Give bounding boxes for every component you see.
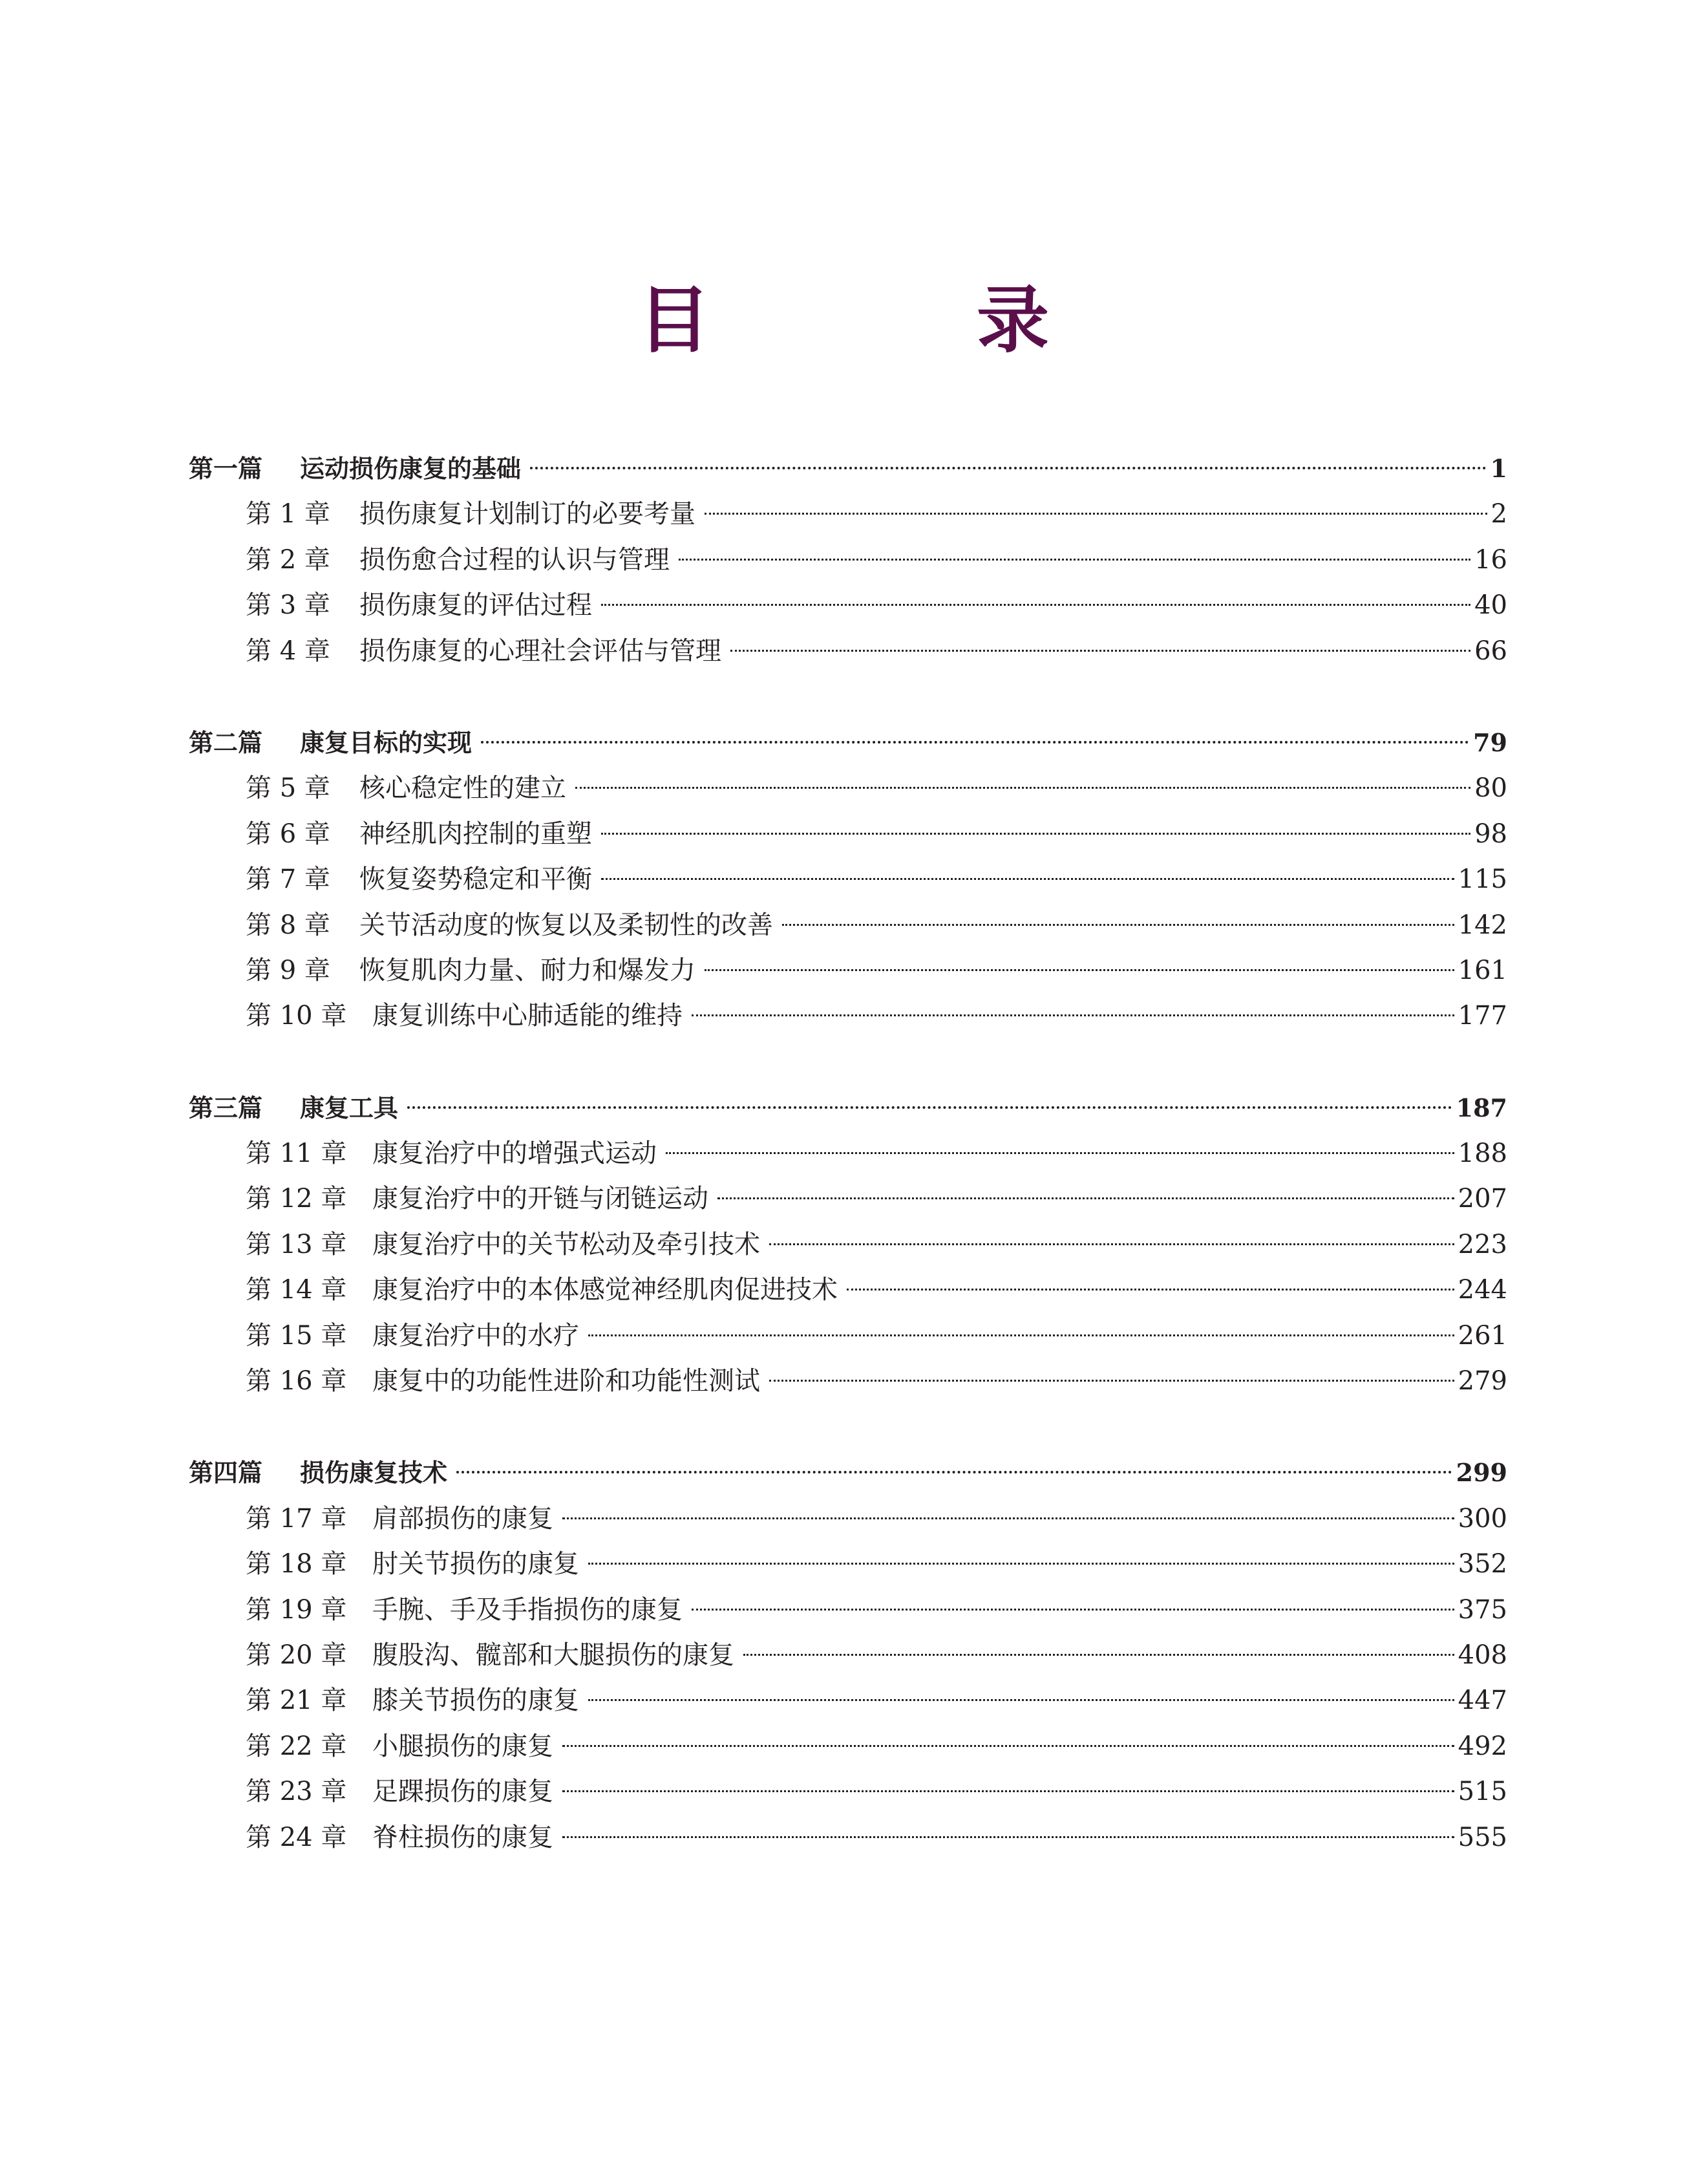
chapter-entry[interactable] bbox=[189, 811, 1507, 857]
chapter-label: 第 4 章 bbox=[246, 636, 330, 666]
chapter-label: 第 14 章 bbox=[246, 1275, 347, 1305]
chapter-entry[interactable] bbox=[189, 1222, 1507, 1267]
chapter-label: 第 5 章 bbox=[246, 773, 330, 804]
dot-leader bbox=[730, 650, 1470, 652]
chapter-label: 第 19 章 bbox=[246, 1594, 347, 1625]
dot-leader bbox=[692, 1609, 1454, 1611]
chapter-entry[interactable] bbox=[189, 1724, 1507, 1769]
chapter-entry[interactable] bbox=[189, 857, 1507, 902]
chapter-entry[interactable] bbox=[189, 1633, 1507, 1678]
part-title: 损伤康复技术 bbox=[300, 1459, 448, 1488]
part-title: 康复工具 bbox=[300, 1093, 399, 1122]
page-number: 492 bbox=[1458, 1731, 1507, 1761]
part-entry[interactable] bbox=[189, 446, 1507, 491]
chapter-title: 膝关节损伤的康复 bbox=[372, 1686, 579, 1716]
dot-leader bbox=[588, 1563, 1454, 1565]
page-number: 555 bbox=[1458, 1822, 1507, 1852]
chapter-label: 第 6 章 bbox=[246, 819, 330, 849]
dot-leader bbox=[562, 1790, 1454, 1792]
page-number: 187 bbox=[1456, 1093, 1507, 1122]
chapter-title: 损伤愈合过程的认识与管理 bbox=[359, 544, 670, 575]
page-number: 177 bbox=[1458, 1001, 1507, 1031]
chapter-title: 腹股沟、髋部和大腿损伤的康复 bbox=[372, 1640, 734, 1670]
chapter-label: 第 15 章 bbox=[246, 1320, 347, 1351]
page-number: 80 bbox=[1474, 773, 1507, 804]
chapter-label: 第 16 章 bbox=[246, 1366, 347, 1397]
page-number: 115 bbox=[1458, 864, 1507, 895]
chapter-label: 第 20 章 bbox=[246, 1640, 347, 1670]
chapter-label: 第 17 章 bbox=[246, 1503, 347, 1534]
dot-leader bbox=[769, 1243, 1454, 1245]
chapter-entry[interactable] bbox=[189, 948, 1507, 993]
chapter-title: 康复治疗中的本体感觉神经肌肉促进技术 bbox=[372, 1275, 838, 1305]
part-section bbox=[189, 720, 1507, 1039]
dot-leader bbox=[562, 1836, 1454, 1838]
chapter-label: 第 23 章 bbox=[246, 1777, 347, 1807]
page-number: 79 bbox=[1473, 727, 1507, 757]
chapter-title: 损伤康复的心理社会评估与管理 bbox=[359, 636, 721, 666]
chapter-label: 第 21 章 bbox=[246, 1686, 347, 1716]
dot-leader bbox=[601, 604, 1470, 606]
page-number: 188 bbox=[1458, 1139, 1507, 1169]
chapter-entry[interactable] bbox=[189, 903, 1507, 948]
chapter-label: 第 24 章 bbox=[246, 1822, 347, 1852]
chapter-entry[interactable] bbox=[189, 491, 1507, 537]
page-number: 515 bbox=[1458, 1777, 1507, 1807]
chapter-entry[interactable] bbox=[189, 1131, 1507, 1176]
chapter-title: 损伤康复计划制订的必要考量 bbox=[359, 499, 695, 530]
chapter-label: 第 13 章 bbox=[246, 1229, 347, 1259]
page-number: 66 bbox=[1474, 636, 1507, 666]
page-number: 161 bbox=[1458, 955, 1507, 985]
chapter-label: 第 11 章 bbox=[246, 1139, 347, 1169]
chapter-label: 第 9 章 bbox=[246, 955, 330, 985]
chapter-title: 恢复肌肉力量、耐力和爆发力 bbox=[359, 955, 695, 985]
chapter-title: 关节活动度的恢复以及柔韧性的改善 bbox=[359, 910, 773, 940]
dot-leader bbox=[562, 1517, 1454, 1519]
chapter-label: 第 2 章 bbox=[246, 544, 330, 575]
dot-leader bbox=[530, 467, 1487, 469]
page-number: 279 bbox=[1458, 1366, 1507, 1397]
dot-leader bbox=[456, 1471, 1452, 1473]
page-title: 目 录 bbox=[638, 278, 1146, 363]
chapter-entry[interactable] bbox=[189, 1541, 1507, 1587]
chapter-label: 第 3 章 bbox=[246, 590, 330, 621]
page-number: 1 bbox=[1490, 454, 1507, 483]
chapter-entry[interactable] bbox=[189, 993, 1507, 1038]
dot-leader bbox=[588, 1334, 1454, 1336]
page-number: 447 bbox=[1458, 1686, 1507, 1716]
chapter-entry[interactable] bbox=[189, 1769, 1507, 1814]
dot-leader bbox=[601, 833, 1470, 835]
chapter-entry[interactable] bbox=[189, 537, 1507, 583]
part-label: 第二篇 bbox=[189, 728, 263, 757]
page-number: 142 bbox=[1458, 910, 1507, 940]
page-number: 408 bbox=[1458, 1640, 1507, 1670]
chapter-entry[interactable] bbox=[189, 583, 1507, 628]
dot-leader bbox=[692, 1014, 1454, 1016]
chapter-label: 第 10 章 bbox=[246, 1001, 347, 1031]
page-number: 16 bbox=[1474, 544, 1507, 575]
chapter-label: 第 7 章 bbox=[246, 864, 330, 895]
chapter-title: 肘关节损伤的康复 bbox=[372, 1549, 579, 1579]
chapter-entry[interactable] bbox=[189, 1815, 1507, 1860]
page-number: 2 bbox=[1491, 499, 1507, 530]
page-number: 375 bbox=[1458, 1594, 1507, 1625]
chapter-entry[interactable] bbox=[189, 1176, 1507, 1221]
page-number: 98 bbox=[1474, 819, 1507, 849]
dot-leader bbox=[481, 741, 1469, 744]
chapter-title: 康复训练中心肺适能的维持 bbox=[372, 1001, 683, 1031]
dot-leader bbox=[575, 787, 1470, 789]
part-label: 第一篇 bbox=[189, 455, 263, 483]
dot-leader bbox=[588, 1699, 1454, 1701]
chapter-title: 康复治疗中的增强式运动 bbox=[372, 1139, 657, 1169]
table-of-contents bbox=[189, 446, 1507, 1907]
dot-leader bbox=[562, 1745, 1454, 1747]
chapter-title: 康复中的功能性进阶和功能性测试 bbox=[372, 1366, 760, 1397]
chapter-title: 康复治疗中的关节松动及牵引技术 bbox=[372, 1229, 760, 1259]
page-number: 261 bbox=[1458, 1320, 1507, 1351]
page-number: 207 bbox=[1458, 1184, 1507, 1214]
dot-leader bbox=[782, 924, 1454, 926]
chapter-entry[interactable] bbox=[189, 1358, 1507, 1404]
part-label: 第四篇 bbox=[189, 1459, 263, 1488]
chapter-title: 足踝损伤的康复 bbox=[372, 1777, 553, 1807]
dot-leader bbox=[705, 513, 1487, 515]
part-entry[interactable] bbox=[189, 720, 1507, 765]
chapter-entry[interactable] bbox=[189, 1587, 1507, 1633]
chapter-entry[interactable] bbox=[189, 628, 1507, 674]
chapter-title: 小腿损伤的康复 bbox=[372, 1731, 553, 1761]
chapter-title: 神经肌肉控制的重塑 bbox=[359, 819, 592, 849]
dot-leader bbox=[601, 878, 1454, 880]
part-label: 第三篇 bbox=[189, 1093, 263, 1122]
chapter-title: 损伤康复的评估过程 bbox=[359, 590, 592, 621]
chapter-entry[interactable] bbox=[189, 1313, 1507, 1358]
part-section bbox=[189, 1450, 1507, 1860]
chapter-label: 第 8 章 bbox=[246, 910, 330, 940]
chapter-entry[interactable] bbox=[189, 1678, 1507, 1723]
page-number: 299 bbox=[1456, 1458, 1507, 1488]
page-number: 300 bbox=[1458, 1503, 1507, 1534]
chapter-entry[interactable] bbox=[189, 1496, 1507, 1541]
part-entry[interactable] bbox=[189, 1086, 1507, 1131]
chapter-label: 第 1 章 bbox=[246, 499, 330, 530]
dot-leader bbox=[666, 1152, 1454, 1154]
dot-leader bbox=[847, 1289, 1454, 1290]
part-entry[interactable] bbox=[189, 1450, 1507, 1495]
part-title: 康复目标的实现 bbox=[300, 728, 472, 757]
dot-leader bbox=[407, 1106, 1452, 1109]
dot-leader bbox=[705, 969, 1454, 971]
part-section bbox=[189, 1086, 1507, 1404]
part-section bbox=[189, 446, 1507, 674]
chapter-title: 脊柱损伤的康复 bbox=[372, 1822, 553, 1852]
chapter-label: 第 18 章 bbox=[246, 1549, 347, 1579]
page-number: 352 bbox=[1458, 1549, 1507, 1579]
page-number: 244 bbox=[1458, 1275, 1507, 1305]
part-title: 运动损伤康复的基础 bbox=[300, 455, 522, 483]
dot-leader bbox=[679, 559, 1470, 561]
dot-leader bbox=[743, 1654, 1454, 1656]
dot-leader bbox=[769, 1380, 1454, 1382]
chapter-title: 康复治疗中的开链与闭链运动 bbox=[372, 1184, 708, 1214]
chapter-entry[interactable] bbox=[189, 1267, 1507, 1312]
chapter-title: 恢复姿势稳定和平衡 bbox=[359, 864, 592, 895]
chapter-title: 肩部损伤的康复 bbox=[372, 1503, 553, 1534]
chapter-label: 第 22 章 bbox=[246, 1731, 347, 1761]
chapter-title: 手腕、手及手指损伤的康复 bbox=[372, 1594, 683, 1625]
page-number: 223 bbox=[1458, 1229, 1507, 1259]
chapter-entry[interactable] bbox=[189, 765, 1507, 811]
chapter-label: 第 12 章 bbox=[246, 1184, 347, 1214]
page-number: 40 bbox=[1474, 590, 1507, 621]
chapter-title: 核心稳定性的建立 bbox=[359, 773, 566, 804]
chapter-title: 康复治疗中的水疗 bbox=[372, 1320, 579, 1351]
dot-leader bbox=[717, 1197, 1454, 1199]
